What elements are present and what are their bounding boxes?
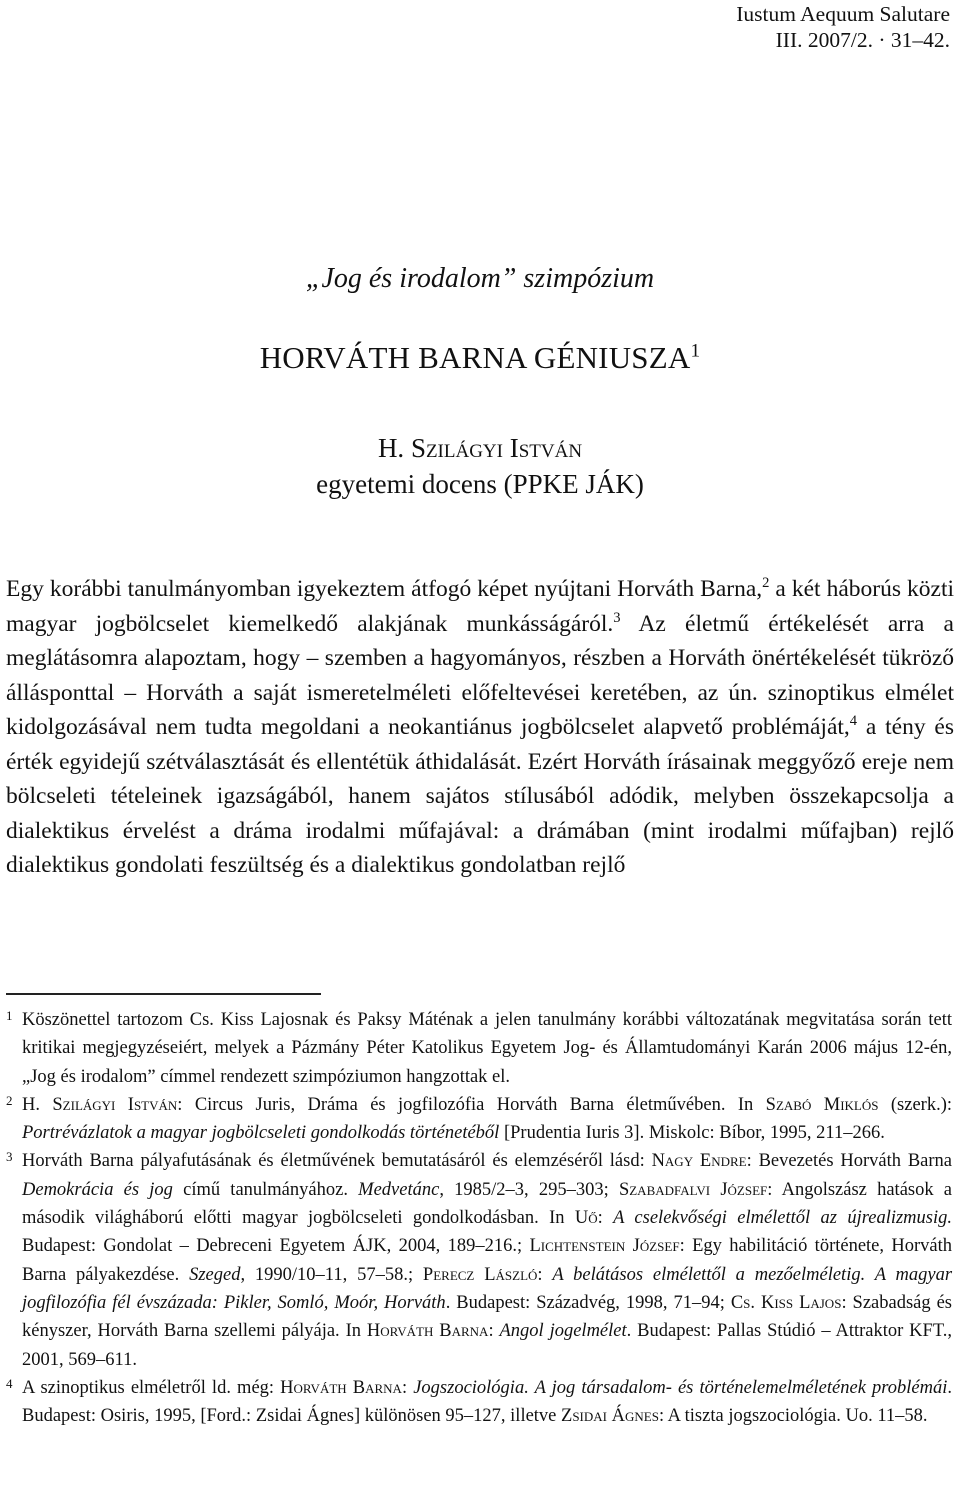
text-run: Horváth Barna pályafutásának és életművének bemutatásáról és elemzéséről lásd: — [22, 1151, 652, 1172]
text-run: : Circus Juris, Dráma és jogfilozófia Horváth Barna életművében. In — [177, 1094, 766, 1115]
text-run: , 1990/10–11, 57–58.; — [240, 1264, 423, 1285]
text-run: Budapest: Gondolat – Debreceni Egyetem ÁJK, 2004, 189–216.; — [22, 1236, 530, 1257]
footnote-divider — [6, 993, 321, 995]
text-run: : — [597, 1208, 614, 1229]
footnote-ref-2[interactable]: 2 — [762, 575, 770, 592]
journal-name: Iustum Aequum Salutare — [736, 2, 950, 26]
author-ref: Lichtenstein József — [529, 1236, 680, 1257]
text-run: : Bevezetés Horváth Barna — [746, 1151, 953, 1172]
author-ref: Szabó Miklós — [765, 1094, 879, 1115]
book-title: Demokrácia és jog — [22, 1179, 173, 1200]
footnotes — [6, 1006, 952, 1430]
text-run: : Szabadság és kényszer, Horváth Barna szellemi pályája. In — [22, 1292, 952, 1342]
title-footnote-ref[interactable]: 1 — [690, 340, 701, 362]
author-surname: Szilágyi István — [410, 433, 583, 463]
footnote-number: 4 — [6, 1375, 13, 1391]
author-ref: Horváth Barna — [280, 1377, 402, 1398]
author-ref: Zsidai Ágnes — [561, 1406, 659, 1427]
text-run: , 1985/2–3, 295–303; — [439, 1179, 619, 1200]
text-run: : Egy habilitáció története, Horváth Barna pályakezdése. — [22, 1236, 953, 1285]
footnote-text: Köszönettel tartozom Cs. Kiss Lajosnak és Paksy Máténak a jelen tanulmány korábbi változatának megvitatása során tett kritikai megjegyzéseiért, melyek a Pázmány Péter Katolikus Egyetem Jog- és Államtudományi Karán 2006 május 12-én, „Jog és irodalom” címmel rendezett szimpóziumon hangzottak el. — [22, 1010, 952, 1087]
text-run: (szerk.): — [878, 1094, 953, 1115]
text-run: című tanulmányához. — [172, 1179, 359, 1200]
author-ref: Szilágyi István — [52, 1094, 178, 1115]
article-title-text: HORVÁTH BARNA GÉNIUSZA — [259, 340, 691, 375]
text-run: . Budapest: Századvég, 1998, 71–94; — [445, 1292, 731, 1313]
author-name — [0, 430, 960, 466]
text-run: Az életmű értékelését arra a meglátásomra alapoztam, hogy – szemben a hagyományos, részben a Horváth önértékelését tükröző állásponttal – Horváth a saját ismeretelméleti előfeltevései keretében, az ún. szinoptikus elmélet kidolgozásával nem tudta megoldani a neokantiánus jogbölcselet alapvető problémáját, — [6, 610, 954, 740]
footnote-3 — [6, 1147, 952, 1373]
book-title: Angol jogelmélet — [499, 1321, 627, 1342]
text-run: a tény és érték egyidejű szétválasztását és ellentétük áthidalását. Ezért Horváth írásainak meggyőző ereje nem bölcseleti tételeinek igazságából, hanem sajátos stílusából adódik, melyben összekapcsolja a dialektikus érvelést a dráma irodalmi műfajával: a drámában (mint irodalmi műfajban) rejlő dialektikus gondolati feszültség és a dialektikus gondolatban rejlő — [6, 714, 954, 878]
text-run: . Budapest: Osiris, 1995, [Ford.: Zsidai Ágnes] különösen 95–127, illetve — [22, 1377, 952, 1427]
book-title: A belátásos elmélettől a mezőelméletig. A magyar jogfilozófia fél évszázada: Pikler, Somló, Moór, Horváth — [22, 1264, 953, 1313]
article-title — [0, 340, 960, 376]
text-run: : Angolszász hatások a második világháború előtti magyar jogbölcseleti gondolkodásban. In — [22, 1179, 953, 1229]
author-ref: Nagy Endre — [651, 1151, 747, 1172]
text-run: : — [401, 1377, 414, 1398]
author-ref: Szabadfalvi József — [618, 1179, 768, 1200]
footnote-4 — [6, 1374, 952, 1431]
footnote-number: 3 — [6, 1149, 13, 1165]
paragraph-1 — [6, 572, 954, 883]
book-title: Jogszociológia. A jog társadalom- és történelemelméletének problémái — [413, 1377, 948, 1398]
footnote-2 — [6, 1091, 952, 1148]
footnote-number: 1 — [6, 1008, 13, 1023]
text-run: . Budapest: Pallas Stúdió – Attraktor KFT., 2001, 569–611. — [22, 1321, 953, 1370]
author-ref: Cs. Kiss Lajos — [730, 1292, 842, 1313]
author-ref: Horváth Barna — [366, 1321, 489, 1342]
text-run: H. — [22, 1094, 53, 1115]
author-initial: H. — [377, 433, 411, 463]
symposium-heading: „Jog és irodalom” szimpózium — [305, 263, 655, 294]
journal-header — [736, 1, 950, 53]
author-block — [0, 430, 960, 502]
text-run: [Prudentia Iuris 3]. Miskolc: Bíbor, 1995, 211–266. — [499, 1123, 885, 1144]
book-title: A cselekvőségi elmélettől az újrealizmusig. — [613, 1208, 952, 1229]
text-run: Egy korábbi tanulmányomban igyekeztem átfogó képet nyújtani Horváth Barna, — [6, 576, 763, 602]
text-run: A szinoptikus elméletről ld. még: — [22, 1377, 281, 1398]
author-ref: Uő — [574, 1208, 598, 1229]
text-run: a két háborús közti magyar jogbölcselet kiemelkedő alakjának munkásságáról. — [6, 576, 954, 637]
footnote-ref-4[interactable]: 4 — [849, 713, 858, 730]
author-ref: Perecz László — [422, 1264, 538, 1285]
footnote-1 — [6, 1006, 952, 1091]
footnote-number: 2 — [6, 1092, 13, 1108]
journal-title: Medvetánc — [358, 1179, 440, 1200]
journal-issue: III. 2007/2. · 31–42. — [775, 28, 950, 52]
footnote-ref-3[interactable]: 3 — [613, 609, 621, 626]
text-run: : — [537, 1264, 553, 1285]
book-title: Portrévázlatok a magyar jogbölcseleti gondolkodás történetéből — [22, 1123, 500, 1144]
journal-title: Szeged — [189, 1264, 241, 1285]
author-affiliation: egyetemi docens (PPKE JÁK) — [316, 469, 644, 499]
text-run: : A tiszta jogszociológia. Uo. 11–58. — [658, 1406, 928, 1427]
text-run: : — [488, 1321, 500, 1342]
body-paragraph — [6, 572, 954, 883]
